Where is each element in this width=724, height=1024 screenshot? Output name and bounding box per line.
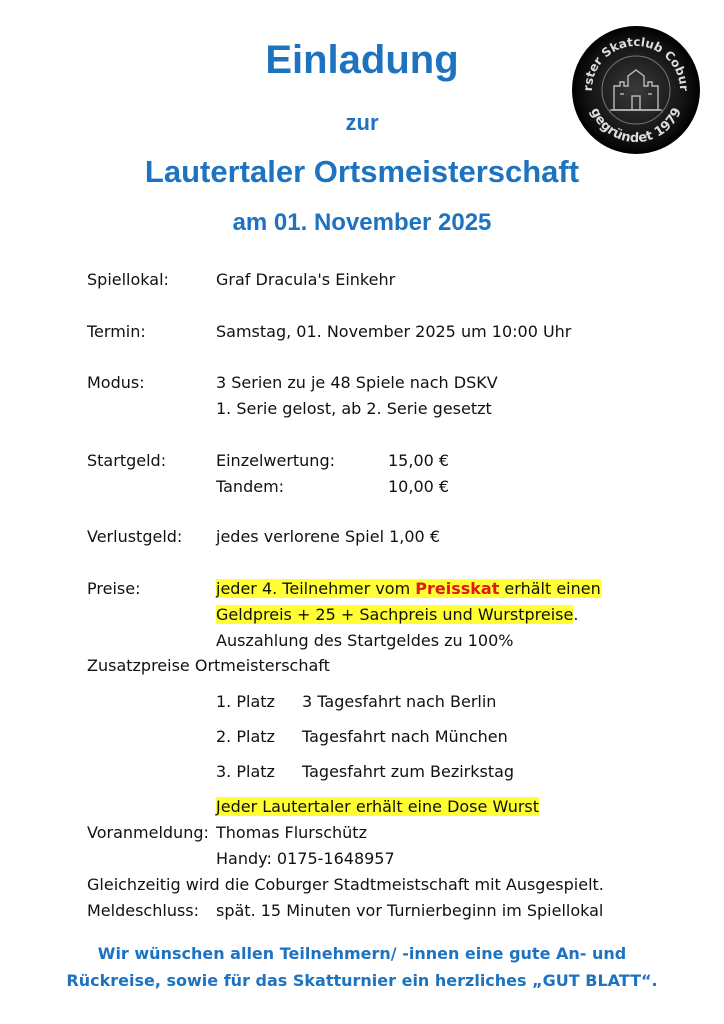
prize-1: 3 Tagesfahrt nach Berlin — [302, 692, 497, 711]
preise-line-1 — [216, 579, 601, 598]
footer-line-1: Wir wünschen allen Teilnehmern/ -innen eine gute An- und — [97, 944, 627, 963]
einzel-label: Einzelwertung: — [216, 451, 335, 470]
tandem-label: Tandem: — [216, 477, 285, 496]
place-1: 1. Platz — [216, 692, 275, 711]
voranmeldung-label: Voranmeldung: — [87, 823, 209, 842]
place-2: 2. Platz — [216, 727, 275, 746]
modus-line-1: 3 Serien zu je 48 Spiele nach DSKV — [216, 373, 498, 392]
page-title: Einladung — [265, 38, 459, 82]
place-3: 3. Platz — [216, 762, 275, 781]
verlust-label: Verlustgeld: — [87, 527, 183, 546]
club-logo — [570, 24, 702, 156]
voranmeldung-name: Thomas Flurschütz — [216, 823, 367, 842]
termin-value: Samstag, 01. November 2025 um 10:00 Uhr — [216, 322, 572, 341]
prize-2: Tagesfahrt nach München — [302, 727, 508, 746]
preise-line-1-b: erhält einen — [499, 579, 601, 598]
event-date: am 01. November 2025 — [232, 209, 492, 236]
preise-line-3: Auszahlung des Startgeldes zu 100% — [216, 631, 514, 650]
spiellokal-label: Spiellokal: — [87, 270, 169, 289]
voranmeldung-phone: Handy: 0175-1648957 — [216, 849, 395, 868]
spiellokal-value: Graf Dracula's Einkehr — [216, 270, 396, 289]
tandem-value: 10,00 € — [388, 477, 450, 496]
einzel-value: 15,00 € — [388, 451, 450, 470]
club-seal — [570, 24, 702, 156]
modus-line-2: 1. Serie gelost, ab 2. Serie gesetzt — [216, 399, 492, 418]
startgeld-label: Startgeld: — [87, 451, 167, 470]
preise-line-2-text: Geldpreis + 25 + Sachpreis und Wurstpreise — [216, 605, 574, 624]
wurst-line — [216, 797, 539, 816]
meldeschluss-value: spät. 15 Minuten vor Turnierbeginn im Spiellokal — [216, 901, 604, 920]
termin-label: Termin: — [87, 322, 146, 341]
preisskat-highlight: Preisskat — [415, 579, 500, 598]
preise-line-2 — [216, 605, 578, 624]
event-title: Lautertaler Ortsmeisterschaft — [144, 154, 580, 189]
preise-line-1-a: jeder 4. Teilnehmer vom — [216, 579, 416, 598]
title-zur: zur — [345, 110, 379, 135]
footer-line-2: Rückreise, sowie für das Skatturnier ein herzliches „GUT BLATT“. — [66, 971, 658, 990]
footer-greeting — [0, 940, 724, 994]
preise-label: Preise: — [87, 579, 141, 598]
zusatzpreise-heading: Zusatzpreise Ortmeisterschaft — [87, 656, 330, 675]
meldeschluss-label: Meldeschluss: — [87, 901, 200, 920]
modus-label: Modus: — [87, 373, 145, 392]
svg-text:gegründet 1979: gegründet 1979 — [586, 105, 685, 147]
svg-text:Erster Skatclub Coburg: rster Skatclub Cobur — [580, 34, 692, 92]
gleichzeitig-line: Gleichzeitig wird die Coburger Stadtmeistschaft mit Ausgespielt. — [87, 875, 604, 894]
prize-3: Tagesfahrt zum Bezirkstag — [302, 762, 515, 781]
wurst-text: Jeder Lautertaler erhält eine Dose Wurst — [216, 797, 540, 816]
preise-line-2-end: . — [573, 605, 579, 624]
verlust-value: jedes verlorene Spiel 1,00 € — [216, 527, 440, 546]
